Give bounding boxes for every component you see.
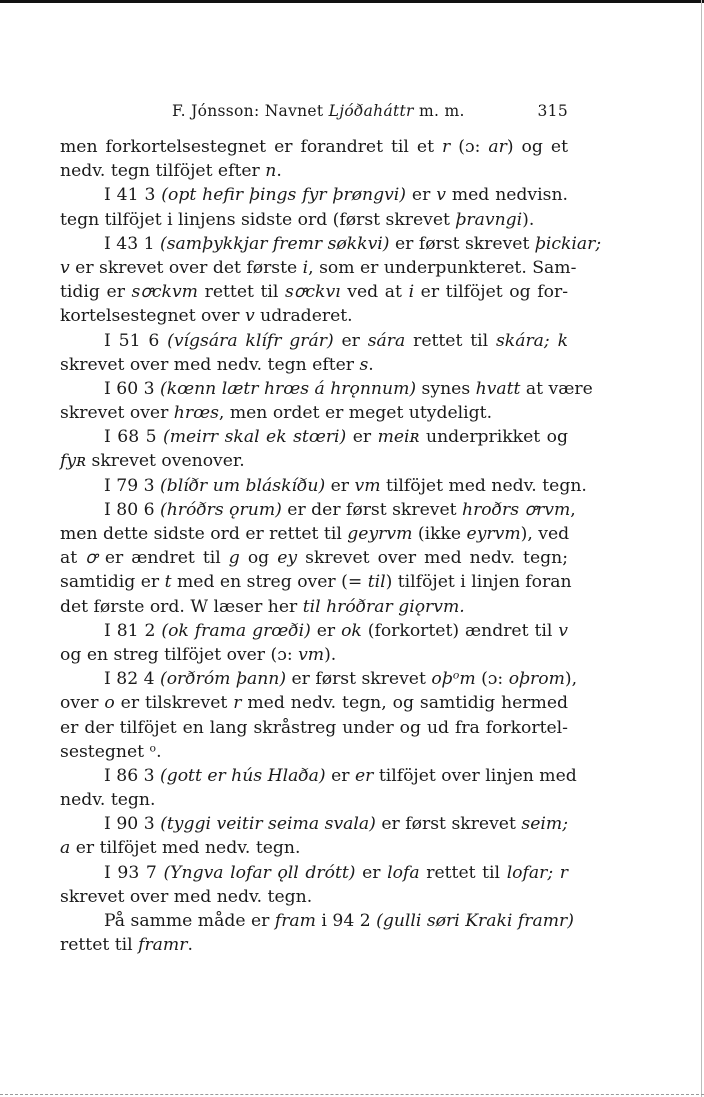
text-segment: ) og et [506,137,568,157]
text-line [60,933,568,957]
text-segment: I 81 2 [104,620,162,641]
italic-text: (gulli søri Kraki framr) [376,911,574,931]
italic-text: seim; [521,814,568,835]
italic-text: oþrom [508,669,565,690]
text-line [60,909,574,933]
text-segment: (ikke [412,524,467,544]
italic-text: o [104,693,115,714]
italic-text: hrœs [173,403,219,424]
running-header [60,102,568,124]
text-line [60,159,568,183]
text-segment: skrevet over [60,403,174,424]
italic-text: þickiar; [534,233,602,254]
italic-text: (opt hefir þings fyr þrøngvi) [161,185,407,206]
italic-text: hroðrs ꝍrvm [462,499,571,520]
italic-text: (kœnn lætr hrœs á hrǫnnum) [160,378,417,399]
italic-text: (blíðr um bláskíðu) [160,475,326,496]
italic-text: r [233,693,242,714]
text-segment: I 82 4 [104,669,160,690]
text-segment: . [276,161,282,182]
text-segment: men dette sidste ord er rettet til [60,524,348,544]
text-segment: skrevet ovenover. [86,451,245,472]
text-line [60,595,568,619]
text-segment: med nedvisn. [445,185,568,206]
text-segment: (ɔ: [475,669,509,690]
text-segment: (forkortet) ændret til [361,620,559,641]
text-segment: , men ordet er meget utydeligt. [218,403,493,424]
text-line [60,449,568,473]
text-segment: rettet til [60,935,139,956]
text-segment: med nedv. tegn, og samtidig hermed [241,693,568,714]
text-segment: er først skrevet [286,669,432,690]
italic-text: geyrvm [347,524,413,544]
text-segment: er skrevet over det første [69,257,303,278]
text-line [60,474,587,498]
text-segment: tegn tilföjet i linjens sidste ord (først skrevet [60,209,456,230]
header-title-suffix: m. m. [413,102,465,120]
text-segment: ). [522,209,535,230]
text-segment: I 51 6 [104,330,168,351]
text-segment: ved at [340,282,409,303]
text-segment: at [60,548,86,569]
text-line [60,764,577,788]
text-segment: at være [520,378,593,399]
italic-text: (hróðrs ǫrum) [160,499,282,520]
text-segment: . [368,354,374,375]
text-segment: og [239,548,278,569]
italic-text: (tyggi veitir seima svala) [160,814,376,835]
text-segment: er tilföjet og for- [414,282,568,303]
text-segment: og en streg tilföjet over (ɔ: [60,644,299,665]
italic-text: meiʀ [377,427,420,448]
text-segment: det første ord. W læser her [60,596,303,617]
italic-text: (gott er hús Hlaða) [160,765,326,786]
italic-text: ey [277,548,298,569]
text-segment: er der tilföjet en lang skråstreg under og ud fra forkortel- [60,717,568,738]
text-segment: I 68 5 [104,427,164,448]
text-line [60,401,568,425]
text-segment: ) tilföjet i linjen foran [385,572,572,593]
italic-text: (vígsára klífr grár) [167,330,334,351]
text-segment: er [355,862,388,883]
text-segment: skrevet over med nedv. tegn; [297,548,568,569]
text-line [60,425,568,449]
italic-text: v [60,257,70,278]
text-line [60,522,568,546]
text-line [60,304,568,328]
text-line [60,232,602,256]
text-segment: I 86 3 [104,765,160,786]
text-segment: er der først skrevet [281,499,462,520]
italic-text: til [367,572,386,593]
italic-text: (orðróm þann) [160,669,287,690]
italic-text: g [228,548,240,569]
text-segment: rettet til [405,330,496,351]
italic-text: fyʀ [60,451,87,472]
italic-text: r [442,137,451,157]
text-line [60,740,568,764]
text-line [60,208,568,232]
italic-text: ꝍ [85,548,97,569]
text-line [60,619,568,643]
text-segment: . [187,935,193,956]
header-title [172,102,465,120]
text-segment: samtidig er [60,572,165,593]
italic-text: (samþykkjar fremr søkkvi) [160,233,390,254]
text-segment: nedv. tegn. [60,790,156,811]
italic-text: þravngi [455,209,523,230]
header-title-italic: Ljóðaháttr [328,102,414,120]
text-segment: er [325,475,355,496]
text-line [60,716,568,740]
text-segment: tilföjet over linjen med [373,765,577,786]
text-segment: ). [324,644,337,665]
text-segment: er tilskrevet [114,693,234,714]
text-segment: er [406,185,437,206]
text-segment: I 93 7 [104,862,164,883]
text-segment: er [333,330,368,351]
italic-text: (ok frama grœði) [161,620,311,641]
italic-text: vm [354,475,381,496]
text-segment: er først skrevet [389,233,535,254]
text-line [60,498,576,522]
italic-text: eyrvm [466,524,521,544]
italic-text: (Yngva lofar ǫll drótt) [163,862,356,883]
text-segment: I 90 3 [104,814,161,835]
text-segment: rettet til [419,862,507,883]
text-line [60,329,568,353]
italic-text: skára; k [495,330,568,351]
italic-text: (meirr skal ek stœri) [163,427,347,448]
text-line [60,280,568,304]
top-border [0,0,704,3]
italic-text: s [359,354,369,375]
text-segment: udraderet. [254,306,353,327]
italic-text: ok [341,620,362,641]
text-segment: er [325,765,355,786]
italic-text: til hróðrar giǫrvm. [302,596,465,617]
italic-text: er [354,765,374,786]
italic-text: t [164,572,172,593]
italic-text: sꝍckvm [131,282,198,303]
text-line [60,788,568,812]
text-segment: ), [564,669,578,690]
text-segment: , [570,499,576,520]
italic-text: oþᵒm [431,669,476,690]
text-line [60,861,568,885]
text-segment: tidig er [60,282,132,303]
italic-text: a [60,838,71,859]
text-segment: tilföjet med nedv. tegn. [380,475,587,496]
italic-text: i [408,282,415,303]
text-segment: På samme måde er [104,911,275,931]
bottom-edge [0,1094,704,1095]
italic-text: hvatt [475,378,521,399]
text-segment: er ændret til [96,548,229,569]
page-number: 315 [537,102,568,120]
italic-text: fram [274,911,316,931]
italic-text: v [558,620,568,641]
text-segment: I 79 3 [104,475,160,496]
text-segment: I 80 6 [104,499,160,520]
text-segment: nedv. tegn tilföjet efter [60,161,266,182]
italic-text: n [265,161,277,182]
text-line [60,570,572,594]
text-segment: men forkortelsestegnet er forandret til et [60,137,443,157]
italic-text: lofa [387,862,420,883]
text-line [60,353,568,377]
text-segment: , som er underpunkteret. Sam- [308,257,577,278]
text-segment: I 60 3 [104,378,160,399]
italic-text: v [436,185,446,206]
text-line [60,812,568,836]
text-line [60,377,593,401]
text-segment: er [346,427,378,448]
header-title-prefix: F. Jónsson: Navnet [172,102,329,120]
text-line [60,135,568,159]
text-segment: er først skrevet [375,814,522,835]
text-segment: sestegnet ᵒ. [60,741,162,762]
italic-text: framr [138,935,188,956]
text-segment: i 94 2 [315,911,377,931]
italic-text: sára [367,330,406,351]
italic-text: i [302,257,309,278]
text-line [60,643,568,667]
italic-text: vm [298,644,325,665]
right-edge [701,0,702,1097]
text-line [60,836,568,860]
text-segment: rettet til [198,282,286,303]
text-line [60,183,568,207]
body-text [60,135,602,957]
text-segment: er [310,620,342,641]
italic-text: ar [488,137,507,157]
text-segment: I 43 1 [104,233,160,254]
text-segment: (ɔ: [450,137,489,157]
text-segment: med en streg over (= [171,572,368,593]
text-line [60,546,568,570]
text-segment: skrevet over med nedv. tegn. [60,886,313,907]
text-segment: underprikket og [419,427,568,448]
text-line [60,256,577,280]
text-segment: I 41 3 [104,185,162,206]
text-segment: kortelsestegnet over [60,306,245,327]
text-segment: synes [416,378,476,399]
text-line [60,885,568,909]
italic-text: sꝍckvı [285,282,341,303]
italic-text: lofar; r [506,862,568,883]
italic-text: v [244,306,255,327]
text-segment: skrevet over med nedv. tegn efter [60,354,360,375]
text-segment: ), ved [520,524,570,544]
text-line [60,691,568,715]
text-segment: over [60,693,105,714]
text-segment: er tilföjet med nedv. tegn. [70,838,301,859]
text-line [60,667,578,691]
